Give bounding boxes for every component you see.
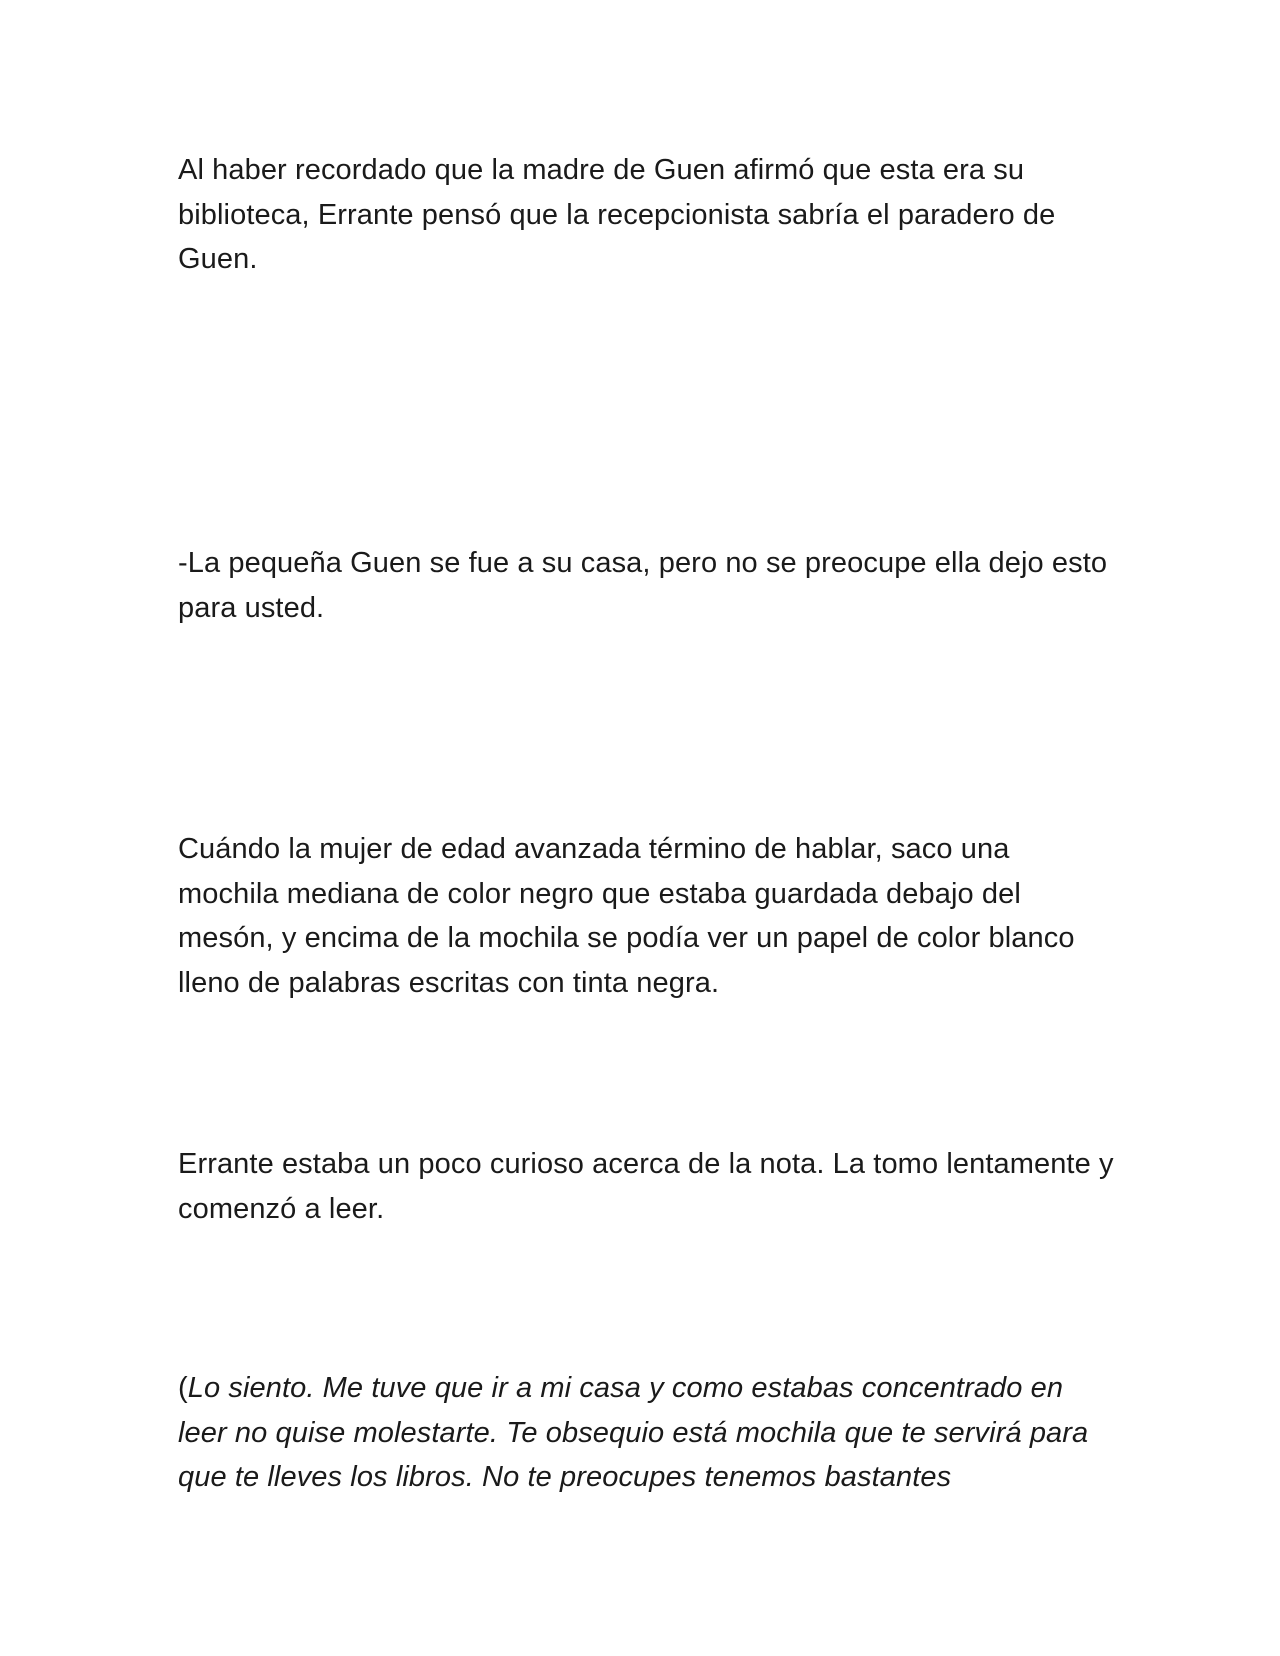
paragraph-recuerdo: Al haber recordado que la madre de Guen afirmó que esta era su biblioteca, Errante pensó que la recepcionista sabría el paradero de Guen.	[178, 154, 1056, 275]
note-open-paren: (	[178, 1372, 188, 1404]
paragraph-mochila: Cuándo la mujer de edad avanzada término de hablar, saco una mochila mediana de color negro que estaba guardada debajo del mesón, y encima de la mochila se podía ver un papel de color blanco lleno de palabras escritas con tinta negra.	[178, 833, 1075, 999]
note-text: Lo siento. Me tuve que ir a mi casa y como estabas concentrado en leer no quise molestarte. Te obsequio está mochila que te servirá para que te lleves los libros. No te preocupes tenemos bastantes	[178, 1372, 1089, 1493]
paragraph-nota: Errante estaba un poco curioso acerca de la nota. La tomo lentamente y comenzó a leer.	[178, 1148, 1114, 1225]
paragraph-dialogo-recepcionista: -La pequeña Guen se fue a su casa, pero no se preocupe ella dejo esto para usted.	[178, 547, 1108, 624]
paragraph-carta	[178, 1366, 1118, 1500]
